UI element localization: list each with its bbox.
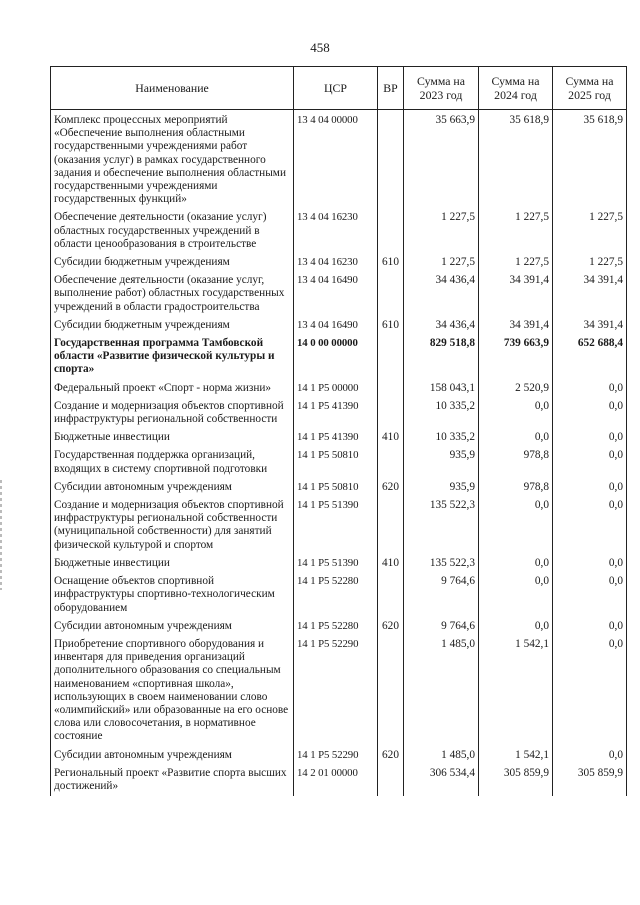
header-sum-2025: Сумма на 2025 год (553, 67, 627, 110)
row-vr: 620 (378, 479, 404, 497)
table-row (51, 447, 627, 478)
row-sum-2025: 1 227,5 (553, 254, 627, 272)
table-row (51, 497, 627, 555)
table-row (51, 573, 627, 618)
row-vr (378, 272, 404, 317)
header-sum-2024: Сумма на 2024 год (479, 67, 553, 110)
row-csr: 14 1 Р5 52280 (294, 618, 378, 636)
row-sum-2024: 2 520,9 (479, 380, 553, 398)
row-vr (378, 573, 404, 618)
row-sum-2023: 1 485,0 (404, 747, 479, 765)
row-name: Оснащение объектов спортивной инфраструктуры спортивно-технологическим оборудованием (51, 573, 294, 618)
row-vr: 410 (378, 429, 404, 447)
row-sum-2023: 10 335,2 (404, 429, 479, 447)
row-sum-2025: 0,0 (553, 636, 627, 747)
row-vr (378, 636, 404, 747)
table-row (51, 479, 627, 497)
row-sum-2025: 34 391,4 (553, 317, 627, 335)
row-csr: 13 4 04 16230 (294, 254, 378, 272)
table-row (51, 555, 627, 573)
row-sum-2023: 1 227,5 (404, 254, 479, 272)
row-csr: 14 2 01 00000 (294, 765, 378, 796)
row-sum-2023: 34 436,4 (404, 272, 479, 317)
row-sum-2024: 35 618,9 (479, 110, 553, 210)
row-csr: 13 4 04 16230 (294, 209, 378, 254)
row-vr: 620 (378, 618, 404, 636)
row-sum-2023: 9 764,6 (404, 618, 479, 636)
row-csr: 14 1 Р5 52290 (294, 747, 378, 765)
row-csr: 14 1 Р5 00000 (294, 380, 378, 398)
row-sum-2024: 0,0 (479, 497, 553, 555)
row-sum-2024: 0,0 (479, 618, 553, 636)
row-csr: 14 1 Р5 51390 (294, 497, 378, 555)
row-sum-2024: 1 542,1 (479, 636, 553, 747)
row-vr (378, 110, 404, 210)
table-row (51, 209, 627, 254)
row-vr (378, 209, 404, 254)
row-sum-2025: 1 227,5 (553, 209, 627, 254)
row-sum-2023: 135 522,3 (404, 555, 479, 573)
header-sum-2023: Сумма на 2023 год (404, 67, 479, 110)
row-sum-2025: 0,0 (553, 497, 627, 555)
row-sum-2025: 0,0 (553, 747, 627, 765)
row-name: Государственная программа Тамбовской области «Развитие физической культуры и спорта» (51, 335, 294, 380)
header-vr: ВР (378, 67, 404, 110)
row-sum-2025: 0,0 (553, 618, 627, 636)
row-sum-2023: 935,9 (404, 447, 479, 478)
row-name: Приобретение спортивного оборудования и инвентаря для приведения организаций дополнительного образования со специальным наименованием «спортивная школа», использующих в своем наименовании слово «олимпийский» или образованные на его основе слова или словосочетания, в нормативное состояние (51, 636, 294, 747)
row-name: Субсидии бюджетным учреждениям (51, 317, 294, 335)
row-sum-2024: 1 227,5 (479, 254, 553, 272)
row-csr: 14 1 Р5 51390 (294, 555, 378, 573)
row-csr: 14 1 Р5 41390 (294, 398, 378, 429)
row-sum-2025: 34 391,4 (553, 272, 627, 317)
row-name: Государственная поддержка организаций, входящих в систему спортивной подготовки (51, 447, 294, 478)
row-vr: 610 (378, 317, 404, 335)
table-row (51, 765, 627, 796)
row-name: Бюджетные инвестиции (51, 555, 294, 573)
row-sum-2023: 35 663,9 (404, 110, 479, 210)
row-sum-2025: 305 859,9 (553, 765, 627, 796)
table-row (51, 317, 627, 335)
row-sum-2024: 0,0 (479, 573, 553, 618)
row-sum-2023: 135 522,3 (404, 497, 479, 555)
row-csr: 14 1 Р5 41390 (294, 429, 378, 447)
row-sum-2025: 0,0 (553, 429, 627, 447)
budget-table (50, 66, 627, 796)
row-sum-2025: 0,0 (553, 398, 627, 429)
row-sum-2024: 978,8 (479, 479, 553, 497)
row-name: Обеспечение деятельности (оказание услуг, выполнение работ) областных государственных учреждений в области градостроительства (51, 272, 294, 317)
table-row (51, 398, 627, 429)
row-sum-2024: 1 227,5 (479, 209, 553, 254)
row-vr: 410 (378, 555, 404, 573)
row-sum-2023: 9 764,6 (404, 573, 479, 618)
row-csr: 14 0 00 00000 (294, 335, 378, 380)
row-sum-2023: 158 043,1 (404, 380, 479, 398)
row-name: Региональный проект «Развитие спорта высших достижений» (51, 765, 294, 796)
row-name: Создание и модернизация объектов спортивной инфраструктуры региональной собственности (51, 398, 294, 429)
row-sum-2025: 0,0 (553, 380, 627, 398)
row-sum-2025: 35 618,9 (553, 110, 627, 210)
header-csr: ЦСР (294, 67, 378, 110)
row-csr: 14 1 Р5 50810 (294, 447, 378, 478)
row-name: Обеспечение деятельности (оказание услуг) областных государственных учреждений в области ценообразования в строительстве (51, 209, 294, 254)
row-vr (378, 497, 404, 555)
row-sum-2024: 0,0 (479, 398, 553, 429)
row-name: Субсидии автономным учреждениям (51, 618, 294, 636)
row-sum-2024: 34 391,4 (479, 317, 553, 335)
row-sum-2025: 0,0 (553, 573, 627, 618)
row-sum-2025: 0,0 (553, 479, 627, 497)
table-row (51, 335, 627, 380)
row-sum-2023: 829 518,8 (404, 335, 479, 380)
page-number: 458 (310, 40, 330, 55)
table-row (51, 618, 627, 636)
row-sum-2024: 305 859,9 (479, 765, 553, 796)
row-name: Бюджетные инвестиции (51, 429, 294, 447)
scan-edge-mark (0, 480, 2, 590)
row-sum-2024: 34 391,4 (479, 272, 553, 317)
table-row (51, 636, 627, 747)
table-row (51, 747, 627, 765)
row-vr (378, 447, 404, 478)
table-row (51, 272, 627, 317)
row-sum-2025: 0,0 (553, 447, 627, 478)
row-vr (378, 335, 404, 380)
row-csr: 14 1 Р5 52290 (294, 636, 378, 747)
row-sum-2023: 935,9 (404, 479, 479, 497)
row-name: Федеральный проект «Спорт - норма жизни» (51, 380, 294, 398)
row-name: Создание и модернизация объектов спортивной инфраструктуры региональной собственности (муниципальной собственности) для занятий физической культурой и спортом (51, 497, 294, 555)
row-csr: 13 4 04 16490 (294, 317, 378, 335)
table-body (51, 110, 627, 797)
table-row (51, 380, 627, 398)
row-sum-2024: 739 663,9 (479, 335, 553, 380)
row-csr: 14 1 Р5 52280 (294, 573, 378, 618)
row-csr: 14 1 Р5 50810 (294, 479, 378, 497)
row-vr: 610 (378, 254, 404, 272)
row-sum-2024: 1 542,1 (479, 747, 553, 765)
row-csr: 13 4 04 16490 (294, 272, 378, 317)
row-csr: 13 4 04 00000 (294, 110, 378, 210)
row-sum-2023: 10 335,2 (404, 398, 479, 429)
row-sum-2023: 1 227,5 (404, 209, 479, 254)
row-vr: 620 (378, 747, 404, 765)
row-sum-2024: 0,0 (479, 555, 553, 573)
row-sum-2025: 0,0 (553, 555, 627, 573)
row-sum-2024: 0,0 (479, 429, 553, 447)
table-row (51, 429, 627, 447)
row-sum-2023: 306 534,4 (404, 765, 479, 796)
row-sum-2023: 34 436,4 (404, 317, 479, 335)
table-row (51, 254, 627, 272)
table-row (51, 110, 627, 210)
row-vr (378, 380, 404, 398)
row-sum-2023: 1 485,0 (404, 636, 479, 747)
row-sum-2025: 652 688,4 (553, 335, 627, 380)
row-name: Субсидии бюджетным учреждениям (51, 254, 294, 272)
row-sum-2024: 978,8 (479, 447, 553, 478)
header-name: Наименование (51, 67, 294, 110)
row-name: Субсидии автономным учреждениям (51, 479, 294, 497)
row-vr (378, 765, 404, 796)
row-name: Комплекс процессных мероприятий «Обеспечение выполнения областными государственными учреждениями работ (оказания услуг) в рамках государственного задания и обеспечение выполнения областными государственными учреждениями государственных функций» (51, 110, 294, 210)
table-header-row (51, 67, 627, 110)
row-vr (378, 398, 404, 429)
row-name: Субсидии автономным учреждениям (51, 747, 294, 765)
